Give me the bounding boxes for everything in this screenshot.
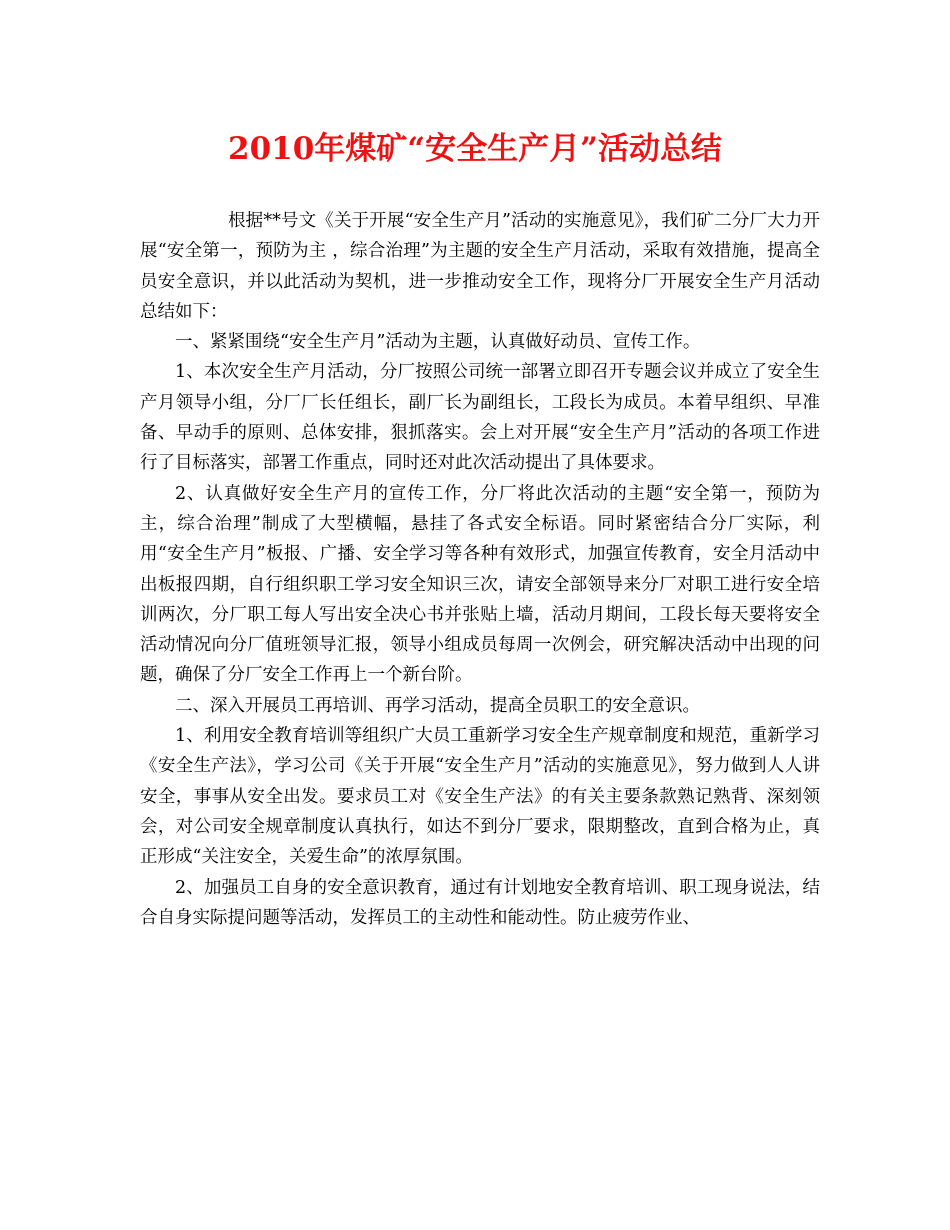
- document-title: 2010年煤矿“安全生产月”活动总结: [228, 131, 722, 167]
- paragraph-section-2-item-2: 2、加强员工自身的安全意识教育，通过有计划地安全教育培训、职工现身说法，结合自身实际提问题等活动，发挥员工的主动性和能动性。防止疲劳作业、: [140, 877, 820, 928]
- paragraph-intro: 根据**号文《关于开展“安全生产月”活动的实施意见》，我们矿二分厂大力开展“安全第一，预防为主 ，综合治理”为主题的安全生产月活动，采取有效措施，提高全员安全意识，并以此活动为契机，进一步推动安全工作，现将分厂开展安全生产月活动总结如下：: [140, 211, 820, 322]
- paragraph-section-2-heading: 二、深入开展员工再培训、再学习活动，提高全员职工的安全意识。: [175, 695, 700, 716]
- document-body: [140, 206, 820, 933]
- paragraph-section-1-item-2: 2、认真做好安全生产月的宣传工作，分厂将此次活动的主题“安全第一，预防为主，综合治理”制成了大型横幅，悬挂了各式安全标语。同时紧密结合分厂实际，利用“安全生产月”板报、广播、安全学习等各种有效形式，加强宣传教育，安全月活动中出板报四期，自行组织职工学习安全知识三次，请安全部领导来分厂对职工进行安全培训两次，分厂职工每人写出安全决心书并张贴上墙，活动月期间，工段长每天要将安全活动情况向分厂值班领导汇报，领导小组成员每周一次例会，研究解决活动中出现的问题，确保了分厂安全工作再上一个新台阶。: [140, 483, 820, 686]
- paragraph-section-1-item-1: 1、本次安全生产月活动，分厂按照公司统一部署立即召开专题会议并成立了安全生产月领导小组，分厂厂长任组长，副厂长为副组长，工段长为成员。本着早组织、早准备、早动手的原则、总体安排，狠抓落实。会上对开展“安全生产月”活动的各项工作进行了目标落实，部署工作重点，同时还对此次活动提出了具体要求。: [140, 362, 820, 474]
- paragraph-section-2-item-1: 1、利用安全教育培训等组织广大员工重新学习安全生产规章制度和规范，重新学习《安全生产法》，学习公司《关于开展“安全生产月”活动的实施意见》，努力做到人人讲安全，事事从安全出发。要求员工对《安全生产法》的有关主要条款熟记熟背、深刻领会，对公司安全规章制度认真执行，如达不到分厂要求，限期整改，直到合格为止，真正形成“关注安全，关爱生命”的浓厚氛围。: [140, 726, 820, 868]
- paragraph-section-1-heading: 一、紧紧围绕“安全生产月”活动为主题，认真做好动员、宣传工作。: [175, 332, 701, 353]
